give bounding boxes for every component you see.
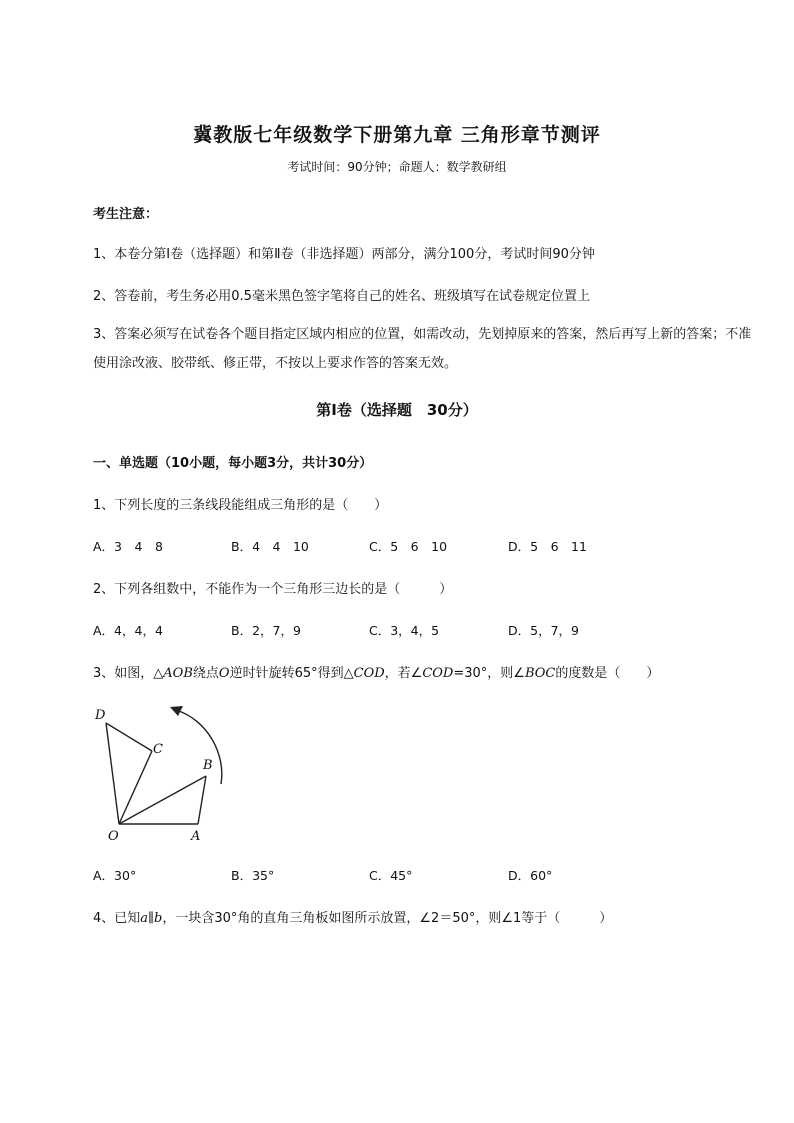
- segment-ba: [198, 776, 206, 824]
- question-2-option-d[interactable]: D．5，7，9: [508, 623, 579, 638]
- question-2-option-c[interactable]: C．3，4，5: [369, 623, 440, 638]
- rotation-arrowhead-icon: [170, 706, 183, 716]
- exam-info: 考试时间：90分钟；命题人：数学教研组: [287, 160, 507, 174]
- question-3-option-a[interactable]: A．30°: [93, 868, 137, 883]
- question-2-option-a[interactable]: A．4，4，4: [93, 623, 163, 638]
- question-3-figure: [90, 700, 240, 850]
- question-3-stem: [93, 662, 659, 681]
- q3-text-1: 3、如图，△: [93, 666, 164, 681]
- label-o: O: [108, 829, 119, 844]
- q3-text-7: ，若∠: [384, 666, 423, 681]
- q3-text-6: COD: [353, 666, 385, 681]
- q3-text-4: O: [218, 666, 230, 681]
- q3-text-2: AOB: [163, 666, 193, 681]
- notice-item-3: 3、答案必须写在试卷各个题目指定区域内相应的位置，如需改动，先划掉原来的答案，然后再写上新的答案；不准使用涂改液、胶带纸、修正带，不按以上要求作答的答案无效。: [93, 327, 752, 371]
- q4-text-3: ，一块含30°角的直角三角板如图所示放置，∠2＝50°，则∠1等于（ ）: [162, 911, 613, 926]
- notice-heading: 考生注意：: [93, 207, 159, 222]
- segment-oc: [119, 751, 152, 824]
- question-2-option-b[interactable]: B．2，7，9: [231, 623, 301, 638]
- q3-text-11: 的度数是（ ）: [555, 666, 660, 681]
- section-title: 第I卷（选择题 30分）: [316, 401, 478, 419]
- notice-item-2: 2、答卷前，考生务必用0.5毫米黑色签字笔将自己的姓名、班级填写在试卷规定位置上: [93, 289, 590, 304]
- q3-text-5: 逆时针旋转65°得到△: [229, 666, 354, 681]
- question-2-stem: 2、下列各组数中，不能作为一个三角形三边长的是（ ）: [93, 582, 453, 597]
- rotation-arc: [176, 710, 222, 784]
- q3-text-9: =30°，则∠: [453, 666, 525, 681]
- question-1-option-d[interactable]: D．5 6 11: [508, 539, 587, 554]
- question-4-stem: [93, 907, 612, 926]
- question-1-option-b[interactable]: B．4 4 10: [231, 539, 309, 554]
- segment-ob: [119, 776, 206, 824]
- label-a: A: [191, 829, 201, 844]
- q3-text-10: BOC: [524, 666, 556, 681]
- segment-dc: [106, 723, 152, 751]
- page-title: 冀教版七年级数学下册第九章 三角形章节测评: [193, 124, 601, 146]
- question-1-stem: 1、下列长度的三条线段能组成三角形的是（ ）: [93, 498, 388, 513]
- q3-text-3: 绕点: [192, 666, 219, 681]
- label-d: D: [95, 708, 106, 723]
- part-heading: 一、单选题（10小题，每小题3分，共计30分）: [93, 456, 373, 471]
- q4-text-1: 4、已知: [93, 911, 141, 926]
- q4-text-2: a∥b: [140, 911, 163, 926]
- question-3-option-d[interactable]: D．60°: [508, 868, 553, 883]
- question-3-option-b[interactable]: B．35°: [231, 868, 275, 883]
- segment-od: [106, 723, 119, 824]
- label-b: B: [203, 758, 213, 773]
- question-1-option-c[interactable]: C．5 6 10: [369, 539, 448, 554]
- q3-text-8: COD: [422, 666, 454, 681]
- question-3-option-c[interactable]: C．45°: [369, 868, 413, 883]
- question-1-option-a[interactable]: A．3 4 8: [93, 539, 163, 554]
- notice-item-1: 1、本卷分第I卷（选择题）和第Ⅱ卷（非选择题）两部分，满分100分，考试时间90分钟: [93, 247, 595, 262]
- label-c: C: [153, 742, 163, 757]
